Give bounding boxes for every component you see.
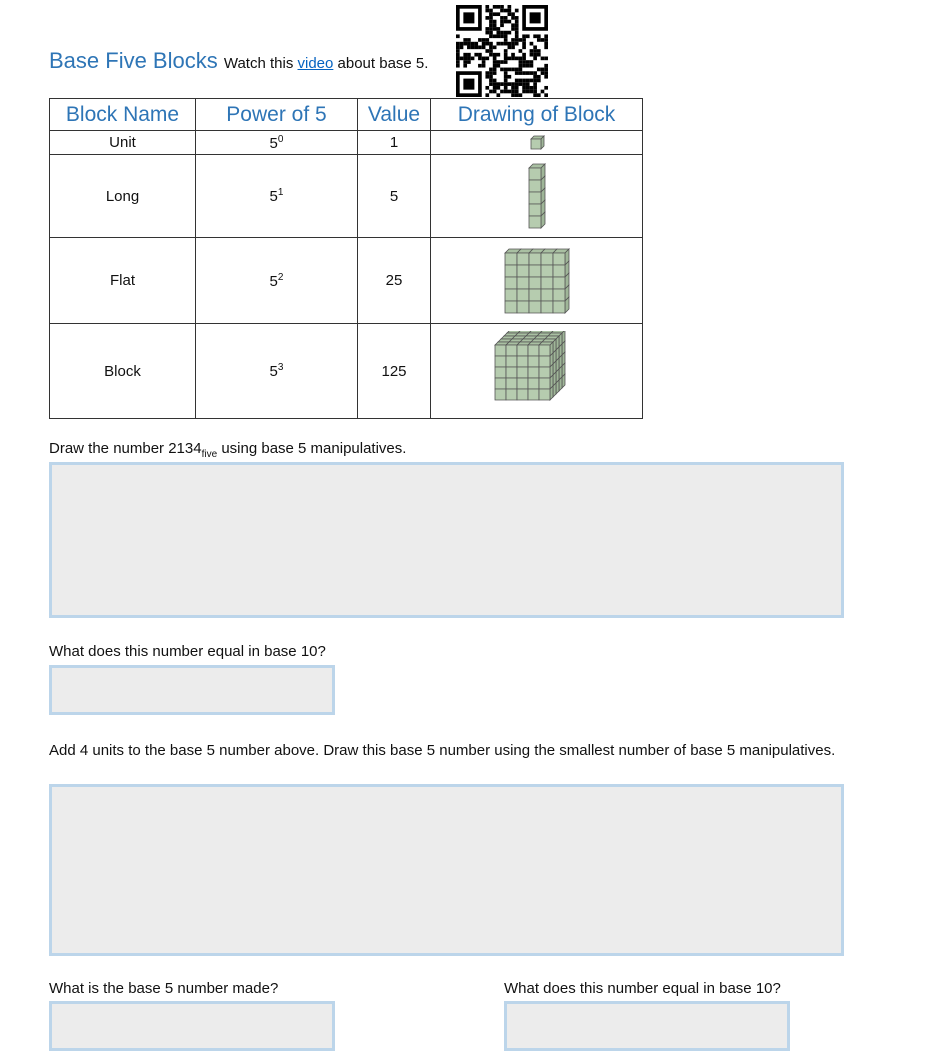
answer-box-drawing-2[interactable] [49,784,844,956]
cube-face [505,265,517,277]
cube-face [495,367,506,378]
cube-face [506,378,517,389]
cube-face [505,253,517,265]
cube-face [529,168,541,180]
block-name: Unit [50,131,196,155]
value: 125 [358,324,431,419]
col-drawing: Drawing of Block [431,99,643,131]
cube-face [559,377,562,391]
cube-face [517,356,528,367]
answer-box-base10-2[interactable] [504,1001,790,1051]
cube-face [553,253,565,265]
table-row [50,238,643,324]
cube-face [506,367,517,378]
cube-face [495,389,506,400]
block-name: Block [50,324,196,419]
question-base10-2: What does this number equal in base 10? [504,980,781,997]
cube-face [528,367,539,378]
cube-face [553,265,565,277]
cube-face [539,389,550,400]
cube-face [517,253,529,265]
answer-box-base5[interactable] [49,1001,335,1051]
power: $5^3$ [196,324,358,419]
question-base10: What does this number equal in base 10? [49,643,326,660]
power: $5^1$ [196,155,358,238]
cube-face [541,301,553,313]
unit-cube-drawing [431,131,643,155]
block-drawing [431,324,643,419]
answer-box-drawing-1[interactable] [49,462,844,618]
cube-face [506,345,517,356]
cube-face [529,216,541,228]
cube-face [553,301,565,313]
cube-face [541,289,553,301]
intro-text: Watch this video about base 5. [223,55,429,72]
cube-face [529,192,541,204]
cube-face [562,374,565,388]
table-row [50,155,643,238]
cube-face [517,378,528,389]
cube-face [541,253,553,265]
cube-face [529,204,541,216]
table-row [50,131,643,155]
block-name: Flat [50,238,196,324]
qr-code[interactable] [456,5,548,97]
value: 5 [358,155,431,238]
table-header [50,99,643,131]
block-name: Long [50,155,196,238]
cube-face [529,265,541,277]
cube-face [528,389,539,400]
cube-face [539,367,550,378]
cube-face [529,301,541,313]
cube-face [517,367,528,378]
cube-face [517,265,529,277]
cube-face [553,277,565,289]
col-block-name: Block Name [50,99,196,131]
cube-face [517,389,528,400]
value: 25 [358,238,431,324]
cube-face [528,345,539,356]
flat-drawing [431,238,643,324]
cube-face [529,277,541,289]
cube-face [529,253,541,265]
col-power: Power of 5 [196,99,358,131]
cube-face [505,277,517,289]
cube-face [539,356,550,367]
cube-face [495,378,506,389]
cube-face [506,356,517,367]
cube-face [541,265,553,277]
cube-face [495,356,506,367]
power: $5^0$ [196,131,358,155]
question-base5-made: What is the base 5 number made? [49,980,279,997]
cube-face [539,345,550,356]
cube-face [541,277,553,289]
cube-face [553,383,556,397]
cube-face [517,289,529,301]
value: 1 [358,131,431,155]
question-draw-number: Draw the number $2134_{five}$ using base 5 manipulatives. [49,440,407,460]
power: $5^2$ [196,238,358,324]
cube-face [531,139,541,149]
cube-face [539,378,550,389]
title-text: Base Five Blocks [49,48,218,73]
cube-face [528,378,539,389]
cube-face [517,277,529,289]
cube-face [495,345,506,356]
cube-face [550,386,553,400]
cube-face [556,380,559,394]
video-link[interactable]: video [297,55,334,72]
answer-box-base10[interactable] [49,665,335,715]
cube-face [553,289,565,301]
cube-face [506,389,517,400]
cube-face [517,345,528,356]
cube-face [529,180,541,192]
question-add-units: Add 4 units to the base 5 number above. Draw this base 5 number using the smallest number of base 5 manipulatives. [49,742,836,759]
cube-face [528,356,539,367]
cube-face [529,289,541,301]
page-title [49,48,428,74]
col-value: Value [358,99,431,131]
table-row [50,324,643,419]
base-five-table [49,98,643,419]
cube-face [505,289,517,301]
long-drawing [431,155,643,238]
cube-face [517,301,529,313]
cube-face [505,301,517,313]
